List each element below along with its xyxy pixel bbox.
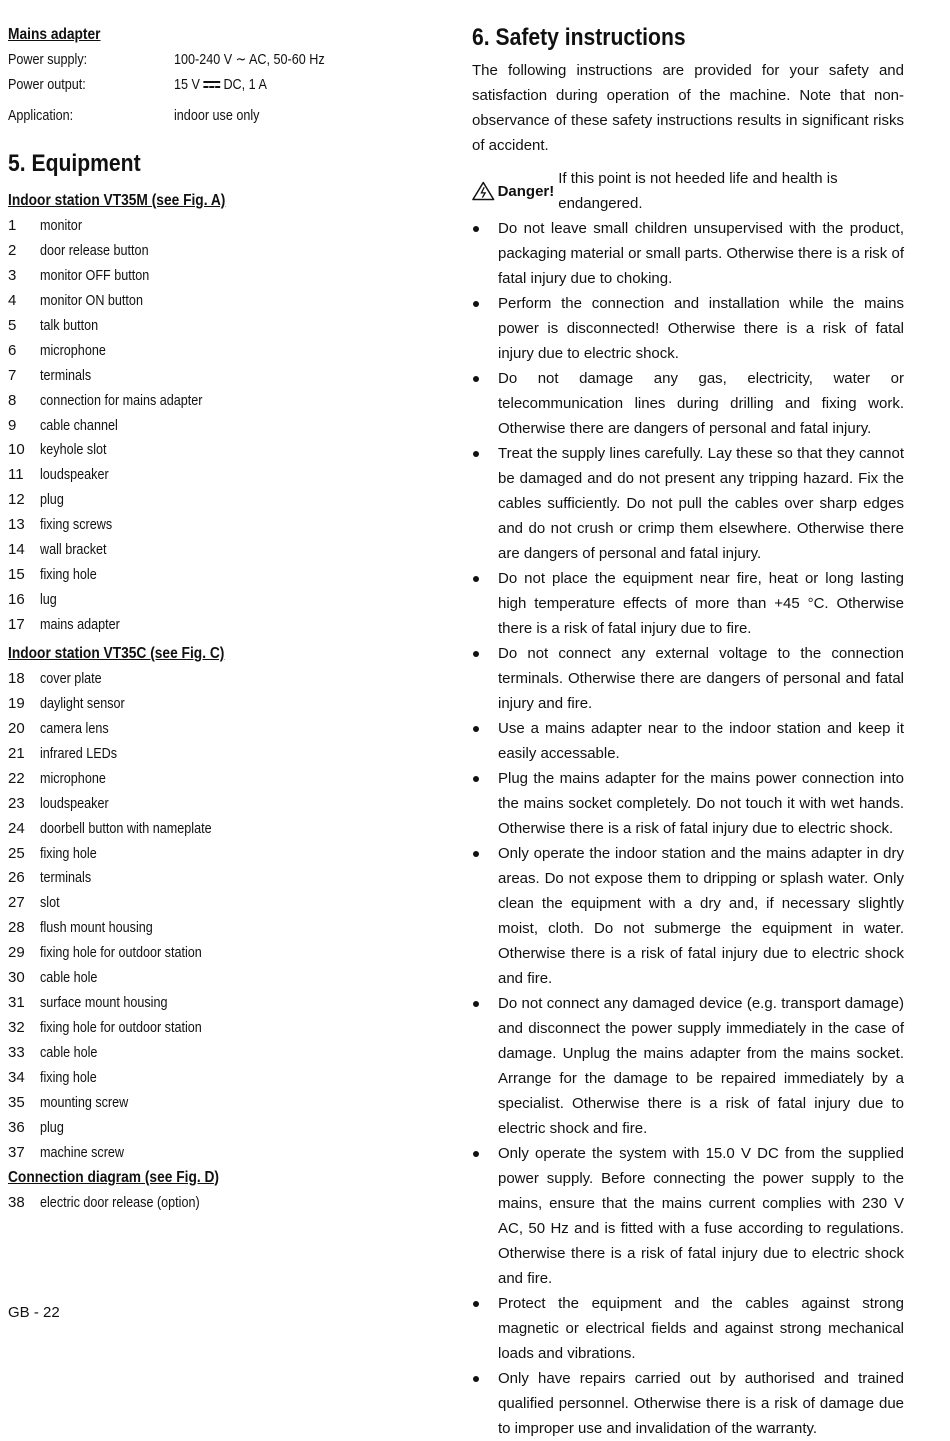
left-column [8,22,448,1215]
spec-row-application [8,103,448,128]
safety-bullet [472,991,904,1141]
item-number: 13 [8,516,25,534]
vt35m-parts-list [8,213,448,637]
item-number: 31 [8,994,25,1012]
item-number: 2 [8,241,17,259]
bullet-text: Do not leave small children unsupervised with the product, packaging material or small parts. Otherwise there is a risk of fatal injury due to choking. [498,220,904,287]
list-item [8,288,448,313]
danger-word: Danger! [497,182,555,200]
item-label: talk button [40,316,99,334]
list-item [8,766,448,791]
item-number: 12 [8,491,25,509]
item-label: doorbell button with nameplate [40,819,212,837]
list-item [8,865,448,890]
high-voltage-warning-icon [472,181,495,201]
bullet-text: Perform the connection and installation while the mains power is disconnected! Otherwise there is a risk of fatal injury due to electric shock. [498,295,904,362]
safety-bullet [472,766,904,841]
item-label: machine screw [40,1143,125,1161]
spec-value-pre: 15 V [174,76,200,93]
item-number: 26 [8,869,25,887]
item-label: mains adapter [40,616,120,633]
spec-value: indoor use only [174,107,260,124]
item-label: plug [40,1118,64,1136]
list-item [8,487,448,512]
page-number: GB - 22 [8,1304,60,1321]
item-label: fixing hole for outdoor station [40,944,202,962]
list-item [8,313,448,338]
bullet-dot-icon [472,766,498,841]
item-label: terminals [40,869,92,887]
list-item [8,890,448,915]
item-label: fixing hole [40,844,97,862]
bullet-dot-icon [472,841,498,991]
bullet-dot-icon [472,1291,498,1366]
item-label: electric door release (option) [40,1193,200,1211]
bullet-dot-icon [472,1141,498,1291]
bullet-text: Protect the equipment and the cables against strong magnetic or electrical fields and against strong mechanical loads and vibrations. [498,1295,904,1362]
safety-bullet [472,1366,904,1441]
item-label: monitor ON button [40,291,143,309]
bullet-dot-icon [472,291,498,366]
item-label: plug [40,491,64,509]
item-number: 34 [8,1068,25,1086]
list-item [8,915,448,940]
dc-current-symbol-icon [203,81,220,89]
item-number: 36 [8,1118,25,1136]
list-item [8,338,448,363]
item-label: terminals [40,366,92,384]
safety-title: 6. Safety instructions [472,24,686,51]
bullet-dot-icon [472,441,498,566]
bullet-text: Use a mains adapter near to the indoor station and keep it easily accessable. [498,720,904,762]
item-label: microphone [40,769,106,787]
item-label: cable channel [40,416,118,434]
danger-notice [472,166,904,216]
spec-label: Application: [8,107,74,124]
safety-bullet [472,216,904,291]
safety-bullet-list [472,216,904,1441]
item-number: 37 [8,1143,25,1161]
safety-bullet [472,716,904,766]
list-item [8,666,448,691]
item-label: surface mount housing [40,994,168,1012]
vt35c-parts-list [8,666,448,1165]
bullet-dot-icon [472,716,498,766]
item-number: 8 [8,391,17,409]
list-item [8,990,448,1015]
list-item [8,816,448,841]
item-label: loudspeaker [40,466,109,484]
list-item [8,213,448,238]
list-item [8,512,448,537]
item-number: 10 [8,441,25,459]
item-number: 6 [8,341,17,359]
bullet-dot-icon [472,566,498,641]
connection-diagram-heading: Connection diagram (see Fig. D) [8,1168,220,1186]
item-number: 20 [8,719,25,737]
bullet-text: Do not place the equipment near fire, heat or long lasting high temperature effects of more than +45 °C. Otherwise there is a risk of fatal injury due to fire. [498,570,904,637]
item-number: 14 [8,541,25,559]
item-number: 4 [8,291,17,309]
item-label: connection for mains adapter [40,391,203,409]
list-item [8,587,448,612]
item-label: fixing hole [40,1068,97,1086]
spec-label: Power output: [8,76,86,93]
safety-bullet [472,1141,904,1291]
list-item [8,841,448,866]
item-label: fixing hole for outdoor station [40,1019,202,1037]
spec-label: Power supply: [8,51,88,68]
spec-value-post: DC, 1 A [223,76,267,93]
list-item [8,965,448,990]
item-number: 38 [8,1193,25,1211]
item-label: microphone [40,341,106,359]
item-label: lug [40,591,57,609]
item-label: wall bracket [40,541,107,559]
spec-row-power-supply [8,47,448,72]
list-item [8,791,448,816]
item-label: monitor OFF button [40,266,150,284]
list-item [8,612,448,637]
list-item [8,1040,448,1065]
item-number: 29 [8,944,25,962]
list-item [8,716,448,741]
item-number: 16 [8,591,25,609]
bullet-dot-icon [472,1366,498,1441]
item-label: cable hole [40,969,98,987]
bullet-text: Treat the supply lines carefully. Lay these so that they cannot be damaged and do not present any tripping hazard. Fix the cables sufficiently. Do not pull the cables over sharp edges and do not crush or crimp them elsewhere. Otherwise there are dangers of personal and fatal injury. [498,445,904,562]
item-label: infrared LEDs [40,744,118,762]
list-item [8,413,448,438]
safety-bullet [472,366,904,441]
item-label: loudspeaker [40,794,109,812]
list-item [8,1115,448,1140]
list-item [8,462,448,487]
item-number: 5 [8,316,17,334]
bullet-dot-icon [472,641,498,716]
bullet-dot-icon [472,366,498,441]
item-label: monitor [40,217,83,234]
item-number: 21 [8,744,25,762]
item-number: 33 [8,1044,25,1061]
item-number: 23 [8,794,25,812]
bullet-text: Do not damage any gas, electricity, water or telecommunication lines during drilling and fixing work. Otherwise there are dangers of personal and fatal injury. [498,370,904,437]
list-item [8,388,448,413]
equipment-title: 5. Equipment [8,150,141,177]
spec-row-power-output [8,72,448,97]
item-label: daylight sensor [40,694,125,712]
list-item [8,691,448,716]
list-item [8,741,448,766]
item-number: 11 [8,466,24,484]
item-number: 19 [8,694,25,712]
mains-adapter-heading: Mains adapter [8,26,101,43]
item-label: camera lens [40,719,109,737]
item-number: 27 [8,894,25,912]
vt35c-heading: Indoor station VT35C (see Fig. C) [8,644,225,662]
item-number: 15 [8,566,25,584]
vt35m-heading: Indoor station VT35M (see Fig. A) [8,192,226,209]
item-number: 18 [8,669,25,687]
safety-bullet [472,441,904,566]
list-item [8,1190,448,1215]
item-number: 3 [8,266,17,284]
item-number: 32 [8,1019,25,1037]
list-item [8,537,448,562]
danger-text: If this point is not heeded life and health is endangered. [558,170,838,212]
item-number: 35 [8,1093,25,1111]
safety-intro: The following instructions are provided for your safety and satisfaction during operation of the machine. Note that non-observance of these safety instructions results in significant risks of accident. [472,62,904,154]
bullet-text: Only operate the system with 15.0 V DC from the supplied power supply. Before connecting the power supply to the mains, ensure that the mains current complies with 230 V AC, 50 Hz and is fitted with a fuse according to regulations. Otherwise there is a risk of fatal injury due to electric shock and fire. [498,1145,904,1287]
list-item [8,363,448,388]
bullet-text: Plug the mains adapter for the mains power connection into the mains socket completely. Do not touch it with wet hands. Otherwise there is a risk of fatal injury due to electric shock. [498,770,904,837]
item-number: 17 [8,616,25,633]
item-label: fixing screws [40,516,113,534]
list-item [8,562,448,587]
item-number: 7 [8,366,17,384]
spec-value: 100-240 V ∼ AC, 50-60 Hz [174,51,325,68]
bullet-text: Only have repairs carried out by authorised and trained qualified personnel. Otherwise there is a risk of damage due to improper use and invalidation of the warranty. [498,1370,904,1437]
item-number: 22 [8,769,25,787]
connection-diagram-list [8,1190,448,1215]
list-item [8,1090,448,1115]
safety-bullet [472,291,904,366]
bullet-dot-icon [472,216,498,291]
list-item [8,263,448,288]
right-column [472,22,904,1441]
list-item [8,1140,448,1165]
item-number: 28 [8,919,25,937]
list-item [8,1015,448,1040]
item-number: 1 [8,217,17,234]
item-label: slot [40,894,60,912]
item-label: fixing hole [40,566,97,584]
safety-bullet [472,1291,904,1366]
safety-bullet [472,566,904,641]
item-number: 9 [8,416,17,434]
item-number: 24 [8,819,25,837]
bullet-text: Do not connect any damaged device (e.g. transport damage) and disconnect the power supply immediately in the case of damage. Unplug the mains adapter from the mains socket. Arrange for the damage to be repaired immediately by a specialist. Otherwise there is a risk of fatal injury due to electric shock and fire. [498,995,904,1137]
safety-bullet [472,841,904,991]
item-label: mounting screw [40,1093,129,1111]
list-item [8,940,448,965]
item-number: 25 [8,844,25,862]
list-item [8,238,448,263]
bullet-text: Only operate the indoor station and the mains adapter in dry areas. Do not expose them to dripping or splash water. Only clean the equipment with a dry and, if necessary slightly moist, cloth. Do not submerge the equipment in water. Otherwise there is a risk of fatal injury due to electric shock and fire. [498,845,904,987]
list-item [8,437,448,462]
item-label: door release button [40,241,149,259]
item-number: 30 [8,969,25,987]
item-label: keyhole slot [40,441,107,459]
list-item [8,1065,448,1090]
safety-bullet [472,641,904,716]
item-label: flush mount housing [40,919,153,937]
bullet-text: Do not connect any external voltage to the connection terminals. Otherwise there are dangers of personal and fatal injury and fire. [498,645,904,712]
item-label: cable hole [40,1044,98,1061]
item-label: cover plate [40,669,102,687]
bullet-dot-icon [472,991,498,1141]
